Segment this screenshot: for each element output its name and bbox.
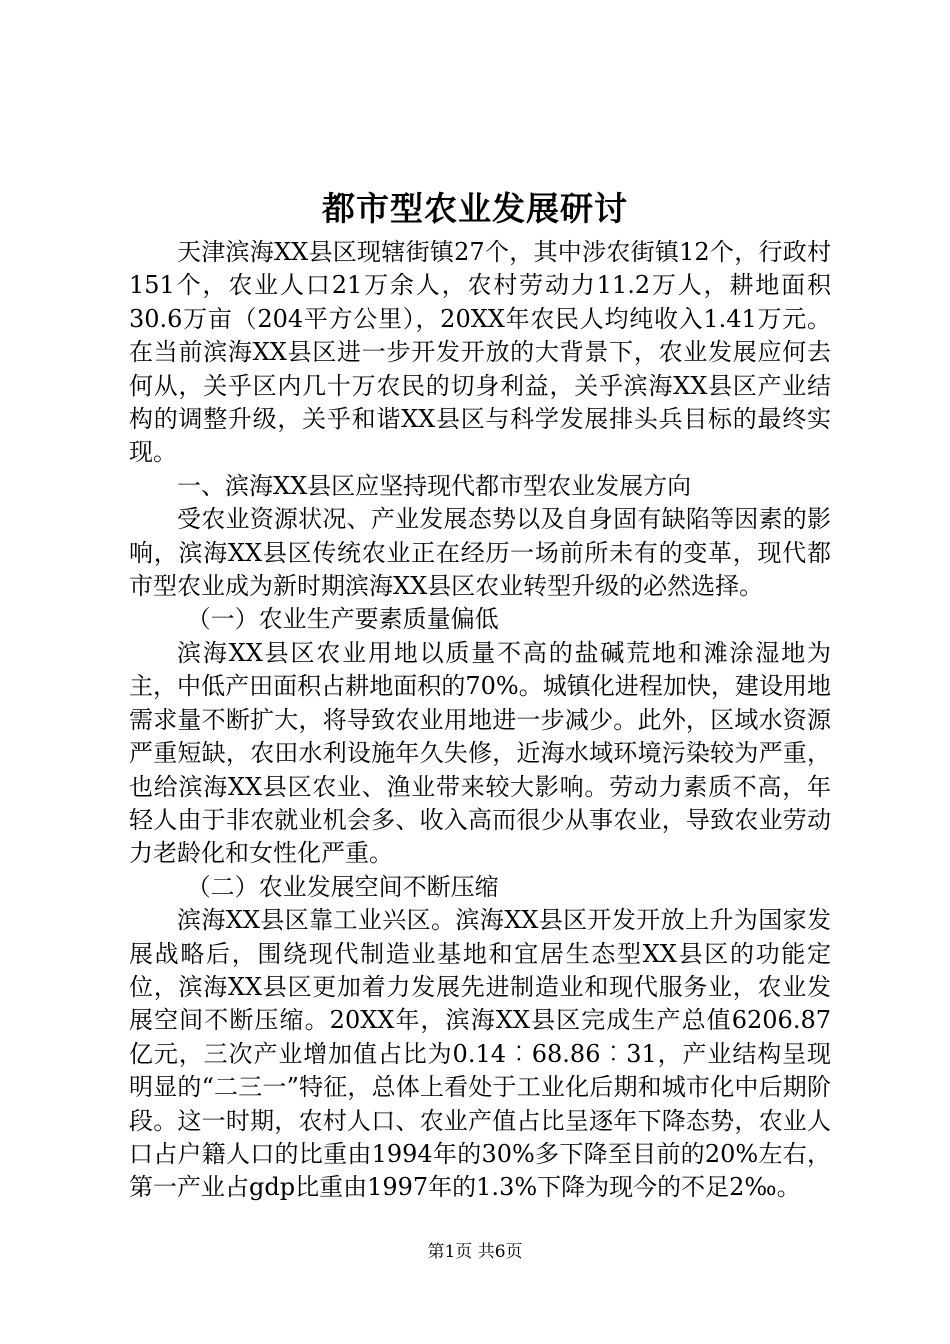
section-heading-1: 一、滨海XX县区应坚持现代都市型农业发展方向	[177, 471, 692, 500]
paragraph-section-1: 受农业资源状况、产业发展态势以及自身固有缺陷等因素的影响，滨海XX县区传统农业正在经历一场前所未有的变革，现代都市型农业成为新时期滨海XX县区农业转型升级的必然选择。	[129, 505, 831, 601]
subsection-heading-2: （二）农业发展空间不断压缩	[186, 872, 499, 901]
paragraph-subsection-2: 滨海XX县区靠工业兴区。滨海XX县区开发开放上升为国家发展战略后，围绕现代制造业基地和宜居生态型XX县区的功能定位，滨海XX县区更加着力发展先进制造业和现代服务业，农业发展空间不断压缩。20XX年，滨海XX县区完成生产总值6206.87亿元，三次产业增加值占比为0.14︰68.86︰31，产业结构呈现明显的“二三一”特征，总体上看处于工业化后期和城市化中后期阶段。这一时期，农村人口、农业产值占比呈逐年下降态势，农业人口占户籍人口的比重由1994年的30%多下降至目前的20%左右，第一产业占gdp比重由1997年的1.3%下降为现今的不足2‰。	[129, 906, 831, 1202]
subsection-heading-1: （一）农业生产要素质量偏低	[186, 605, 499, 634]
paragraph-subsection-1: 滨海XX县区农业用地以质量不高的盐碱荒地和滩涂湿地为主，中低产田面积占耕地面积的70%。城镇化进程加快，建设用地需求量不断扩大，将导致农业用地进一步减少。此外，区域水资源严重短缺，农田水利设施年久失修，近海水域环境污染较为严重，也给滨海XX县区农业、渔业带来较大影响。劳动力素质不高，年轻人由于非农就业机会多、收入高而很少从事农业，导致农业劳动力老龄化和女性化严重。	[129, 638, 831, 868]
document-body	[129, 236, 831, 1205]
paragraph-intro: 天津滨海XX县区现辖街镇27个，其中涉农街镇12个，行政村151个，农业人口21万余人，农村劳动力11.2万人，耕地面积30.6万亩（204平方公里），20XX年农民人均纯收入1.41万元。在当前滨海XX县区进一步开发开放的大背景下，农业发展应何去何从，关乎区内几十万农民的切身利益，关乎滨海XX县区产业结构的调整升级，关乎和谐XX县区与科学发展排头兵目标的最终实现。	[129, 238, 831, 467]
document-title: 都市型农业发展研讨	[322, 189, 628, 228]
page-footer: 第1页 共6页	[427, 1242, 523, 1262]
